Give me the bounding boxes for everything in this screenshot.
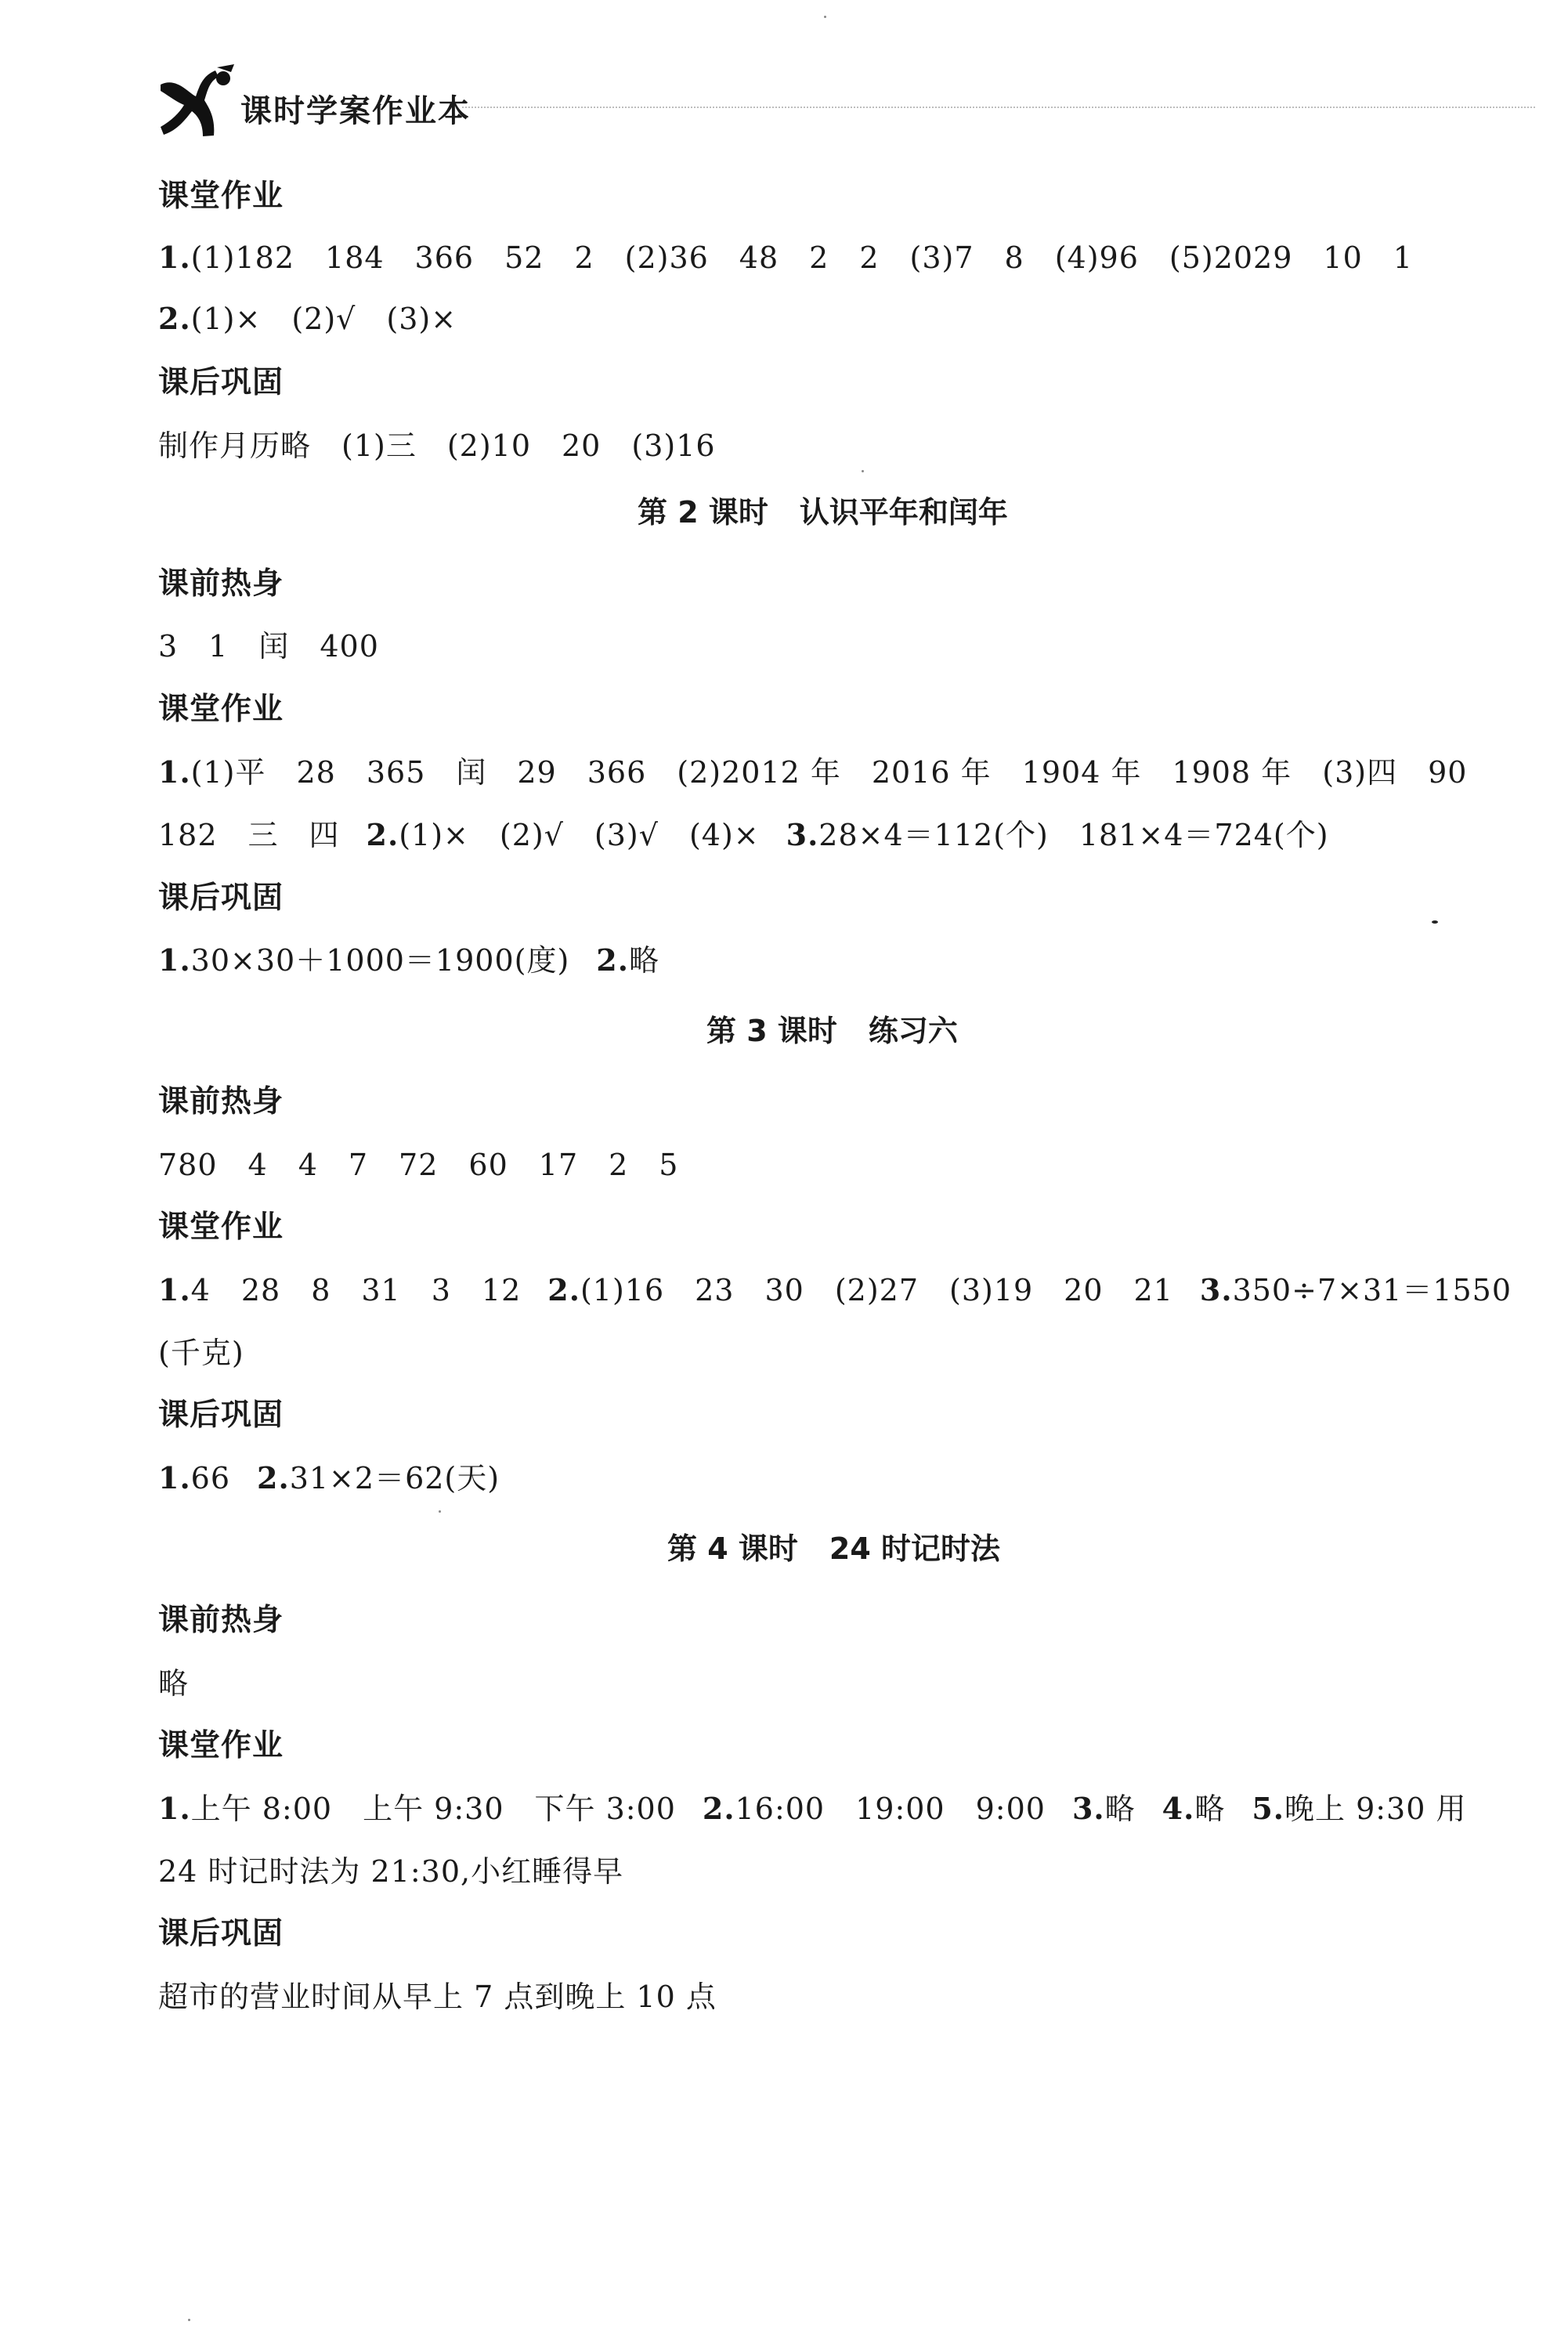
answer-text: 350÷7×31＝1550 <box>1232 1273 1512 1307</box>
answer-line <box>158 1788 1467 1829</box>
question-number: 1. <box>158 1272 191 1307</box>
answer-line <box>158 237 1413 278</box>
lesson-title <box>667 1528 1000 1569</box>
question-number: 2. <box>702 1791 735 1826</box>
page-header <box>153 61 1531 147</box>
question-number: 1. <box>158 942 191 978</box>
answer-text: 略 <box>158 1666 190 1701</box>
answer-line <box>158 298 457 339</box>
section-label-warmup: 课前热身 <box>158 1084 284 1119</box>
question-number: 2. <box>366 817 399 852</box>
answer-line <box>158 1270 1512 1311</box>
lesson-name: 24 时记时法 <box>829 1531 1001 1566</box>
answer-text: 略 <box>628 943 659 978</box>
question-number: 3. <box>1071 1791 1105 1826</box>
section-label-warmup: 课前热身 <box>158 1603 284 1638</box>
section-label-classwork: 课堂作业 <box>158 179 284 214</box>
question-number: 1. <box>158 240 191 275</box>
question-number: 1. <box>158 1460 191 1495</box>
answer-text: (1)16 23 30 (2)27 (3)19 20 21 <box>580 1273 1173 1307</box>
answer-text: 24 时记时法为 21:30,小红睡得早 <box>158 1854 624 1889</box>
answer-line <box>158 1663 189 1704</box>
answer-text: 16:00 19:00 9:00 <box>735 1792 1046 1826</box>
question-number: 2. <box>257 1460 290 1495</box>
answer-text: 28×4＝112(个) 181×4＝724(个) <box>818 818 1329 852</box>
answer-text: 780 4 4 7 72 60 17 2 5 <box>158 1148 679 1182</box>
scan-speck <box>188 2319 190 2321</box>
answer-line <box>158 1144 678 1185</box>
answer-text: 晚上 9:30 用 <box>1284 1792 1467 1826</box>
question-number: 2. <box>158 301 191 336</box>
answer-text: 3 1 闰 400 <box>158 629 379 664</box>
lesson-number: 第 4 课时 <box>667 1531 798 1566</box>
question-number: 2. <box>547 1272 580 1307</box>
scan-speck <box>824 16 826 18</box>
answer-text: 31×2＝62(天) <box>289 1461 500 1495</box>
question-number: 3. <box>786 817 819 852</box>
header-divider <box>462 107 1535 108</box>
answer-text: (千克) <box>158 1336 244 1370</box>
answer-text: 略 <box>1104 1792 1136 1826</box>
answer-text: (1)182 184 366 52 2 (2)36 48 2 2 (3)7 8 (4)96 (5)2029 10 1 <box>190 240 1413 275</box>
lesson-title <box>706 1011 958 1051</box>
answer-text: 30×30＋1000＝1900(度) <box>190 943 570 978</box>
lesson-title <box>638 492 1008 533</box>
answer-text: 超市的营业时间从早上 7 点到晚上 10 点 <box>158 1980 717 2014</box>
header-title: 课时学案作业本 <box>240 93 471 129</box>
running-figure-logo-icon <box>153 61 247 147</box>
question-number: 1. <box>158 754 191 790</box>
lesson-number: 第 2 课时 <box>638 495 768 530</box>
section-label-classwork: 课堂作业 <box>158 692 284 727</box>
question-number: 3. <box>1199 1272 1233 1307</box>
answer-line <box>158 425 716 466</box>
question-number: 1. <box>158 1791 191 1826</box>
answer-line <box>158 752 1467 793</box>
answer-text: (1)平 28 365 闰 29 366 (2)2012 年 2016 年 1904 年 1908 年 (3)四 90 <box>190 755 1468 790</box>
answer-text: 上午 8:00 上午 9:30 下午 3:00 <box>190 1792 676 1826</box>
section-label-classwork: 课堂作业 <box>158 1728 284 1763</box>
answer-text: (1)× (2)√ (3)√ (4)× <box>399 818 760 852</box>
answer-text: 4 28 8 31 3 12 <box>190 1273 522 1307</box>
scan-speck <box>862 470 864 472</box>
question-number: 5. <box>1252 1791 1284 1826</box>
section-label-classwork: 课堂作业 <box>158 1210 284 1245</box>
lesson-number: 第 3 课时 <box>706 1014 837 1048</box>
answer-line <box>158 815 1329 855</box>
answer-text: 略 <box>1194 1792 1226 1826</box>
answer-line <box>158 940 659 981</box>
answer-line <box>158 1333 244 1373</box>
section-label-review: 课后巩固 <box>158 881 284 916</box>
answer-text: (1)× (2)√ (3)× <box>190 302 457 336</box>
answer-line <box>158 626 379 667</box>
question-number: 4. <box>1162 1791 1195 1826</box>
answer-text: 制作月历略 (1)三 (2)10 20 (3)16 <box>158 429 716 463</box>
scan-speck <box>1432 920 1438 924</box>
section-label-review: 课后巩固 <box>158 1398 284 1433</box>
section-label-review: 课后巩固 <box>158 365 284 400</box>
answer-line <box>158 1851 623 1892</box>
answer-line <box>158 1458 500 1499</box>
answer-line <box>158 1976 717 2017</box>
answer-text: 66 <box>190 1461 231 1495</box>
lesson-name: 练习六 <box>868 1014 958 1048</box>
section-label-warmup: 课前热身 <box>158 566 284 602</box>
lesson-name: 认识平年和闰年 <box>799 495 1008 530</box>
answer-text: 182 三 四 <box>158 818 340 852</box>
section-label-review: 课后巩固 <box>158 1916 284 1951</box>
scan-speck <box>439 1510 441 1513</box>
question-number: 2. <box>596 942 629 978</box>
